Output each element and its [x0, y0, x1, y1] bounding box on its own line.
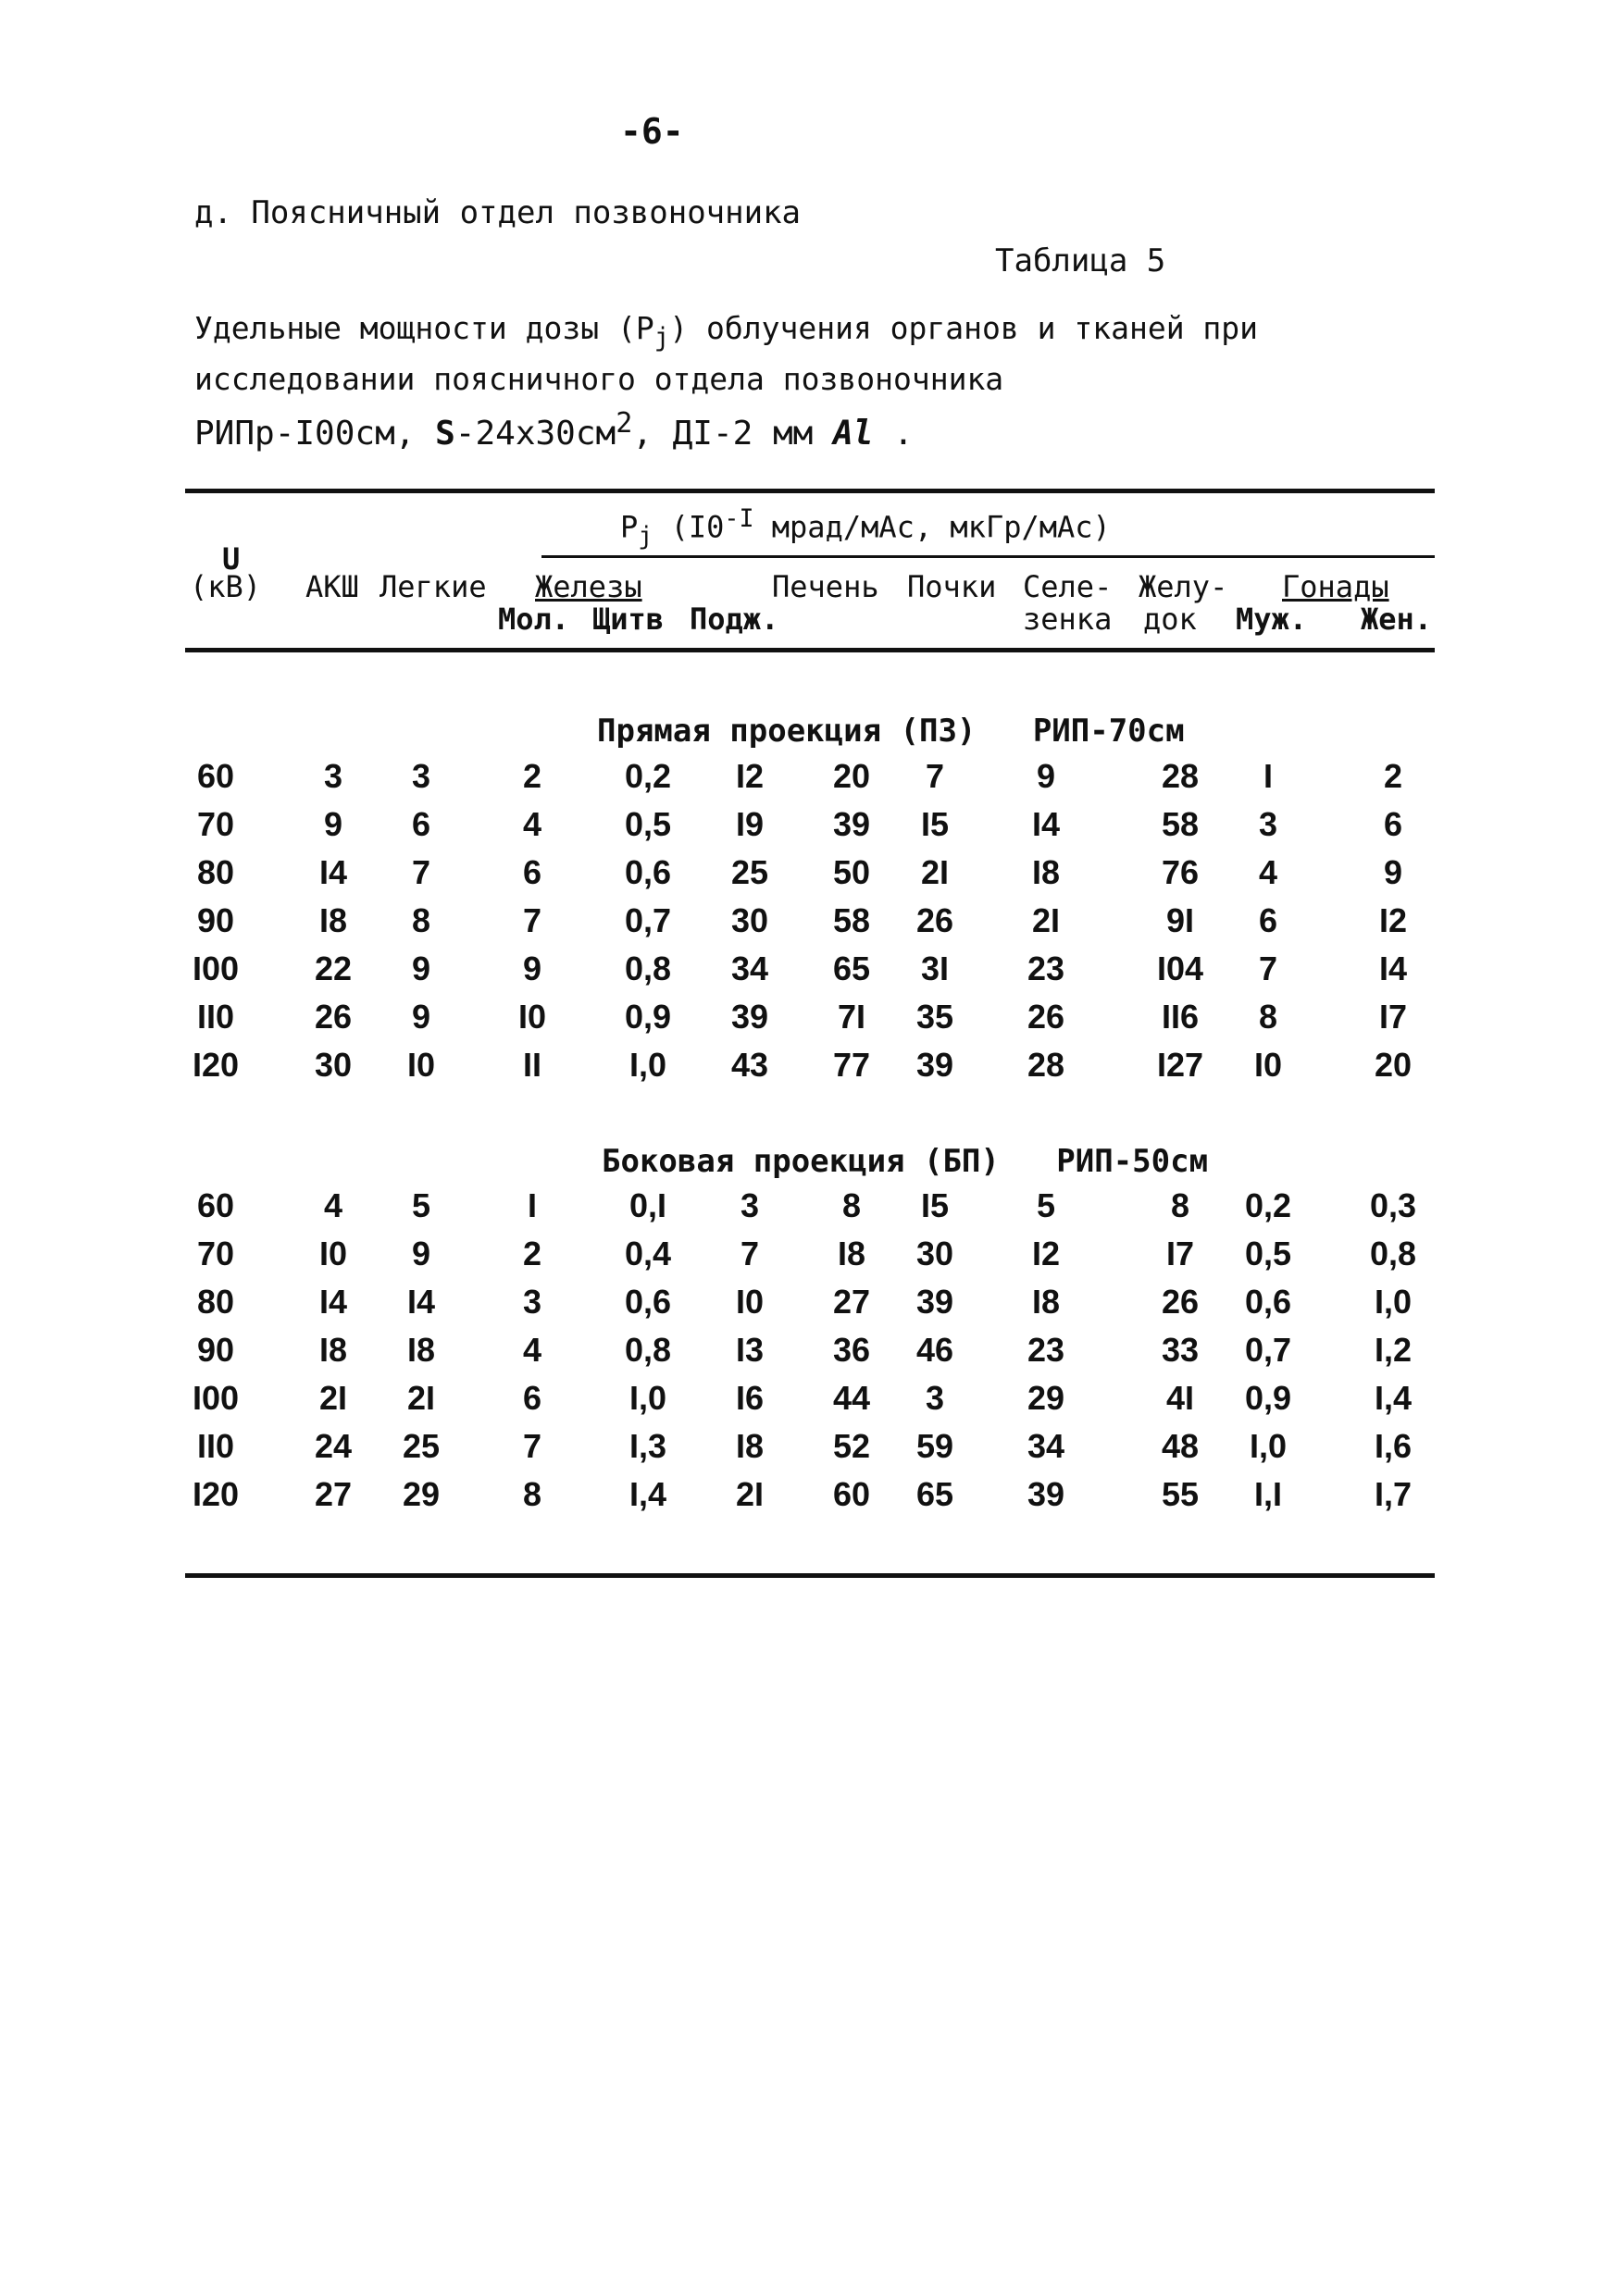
table-cell: 39: [915, 1046, 954, 1084]
table-cell: 8: [522, 1475, 542, 1513]
section-title-ap-text: Прямая проекция (ПЗ): [597, 713, 977, 750]
table-cell: 59: [915, 1427, 954, 1465]
header-unit-sup: -I: [724, 504, 754, 533]
table-cell: I9: [735, 805, 765, 843]
table-cell: 70: [196, 1235, 235, 1272]
table-cell: 48: [1161, 1427, 1200, 1465]
table-cell: 28: [1027, 1046, 1065, 1084]
table-cell: 60: [196, 757, 235, 795]
table-cell: 70: [196, 805, 235, 843]
table-cell: 6: [1383, 805, 1403, 843]
table-cell: 27: [832, 1283, 871, 1321]
section-title-ap: [597, 713, 1185, 750]
table-cell: 4: [323, 1186, 343, 1224]
table-cell: 5: [411, 1186, 431, 1224]
table-cell: 0,5: [1244, 1235, 1292, 1272]
header-unit-main: P: [620, 509, 639, 545]
table-cell: 8: [841, 1186, 862, 1224]
caption-line-3-f: .: [893, 415, 914, 453]
table-cell: I7: [1165, 1235, 1195, 1272]
table-cell: 0,6: [1244, 1283, 1292, 1321]
table-cell: I8: [318, 1331, 348, 1369]
table-cell: 0,2: [1244, 1186, 1292, 1224]
table-cell: 7: [411, 853, 431, 891]
header-u-top: U: [222, 541, 241, 577]
table-cell: 30: [730, 901, 769, 939]
table-cell: 9I: [1165, 901, 1195, 939]
header-gonads-male: Муж.: [1236, 602, 1308, 637]
table-cell: I0: [1253, 1046, 1283, 1084]
header-col-spleen-2: зенка: [1023, 602, 1113, 637]
table-cell: 8: [1170, 1186, 1190, 1224]
table-cell: 3I: [920, 949, 950, 987]
table-cell: 58: [832, 901, 871, 939]
table-cell: 6: [411, 805, 431, 843]
table-cell: 2I: [406, 1379, 436, 1417]
table-cell: 8: [1258, 998, 1278, 1036]
table-cell: 9: [1036, 757, 1056, 795]
table-cell: I,I: [1253, 1475, 1283, 1513]
header-col-stomach: Желу-: [1139, 569, 1228, 604]
table-cell: I,3: [629, 1427, 667, 1465]
table-cell: 36: [832, 1331, 871, 1369]
table-cell: 65: [832, 949, 871, 987]
table-cell: 26: [915, 901, 954, 939]
table-cell: 34: [1027, 1427, 1065, 1465]
caption-line-3-b: S: [435, 415, 455, 453]
header-col-glands: Железы: [535, 569, 642, 604]
table-bottom-rule: [185, 1573, 1435, 1578]
caption-line-3: [194, 407, 914, 453]
table-cell: 55: [1161, 1475, 1200, 1513]
table-cell: 2: [1383, 757, 1403, 795]
table-cell: I,0: [1374, 1283, 1413, 1321]
table-cell: I20: [192, 1475, 240, 1513]
caption-line-3-sup: 2: [616, 407, 633, 440]
table-cell: I5: [920, 1186, 950, 1224]
table-cell: 65: [915, 1475, 954, 1513]
table-cell: 0,6: [624, 1283, 672, 1321]
table-cell: 90: [196, 1331, 235, 1369]
table-cell: 0,2: [624, 757, 672, 795]
table-cell: I,0: [629, 1379, 667, 1417]
table-cell: 3: [411, 757, 431, 795]
table-cell: 46: [915, 1331, 954, 1369]
page-number: -6-: [620, 111, 684, 152]
header-unit-sub: j: [638, 522, 653, 552]
table-cell: 2I: [318, 1379, 348, 1417]
table-cell: I4: [1378, 949, 1408, 987]
table-cell: 23: [1027, 1331, 1065, 1369]
header-col-lungs: Легкие: [380, 569, 487, 604]
table-cell: 26: [314, 998, 353, 1036]
table-cell: I4: [406, 1283, 436, 1321]
table-cell: I20: [192, 1046, 240, 1084]
table-cell: 0,I: [629, 1186, 667, 1224]
table-top-rule: [185, 489, 1435, 493]
section-title: д. Поясничный отдел позвоночника: [194, 194, 802, 231]
table-cell: 20: [1374, 1046, 1413, 1084]
table-cell: 26: [1161, 1283, 1200, 1321]
table-cell: I00: [192, 949, 240, 987]
table-cell: I2: [1378, 901, 1408, 939]
table-cell: 0,9: [624, 998, 672, 1036]
table-cell: I2: [1031, 1235, 1061, 1272]
table-cell: I,2: [1374, 1331, 1413, 1369]
section-title-lat-extra: РИП-50см: [1056, 1143, 1209, 1180]
table-cell: 0,7: [1244, 1331, 1292, 1369]
table-cell: I00: [192, 1379, 240, 1417]
header-col-liver: Печень: [772, 569, 879, 604]
table-cell: 4: [522, 805, 542, 843]
table-cell: I0: [735, 1283, 765, 1321]
table-cell: 0,8: [624, 1331, 672, 1369]
table-cell: 0,9: [1244, 1379, 1292, 1417]
header-unit: [620, 504, 1111, 551]
table-cell: 27: [314, 1475, 353, 1513]
table-cell: 22: [314, 949, 353, 987]
table-cell: 9: [411, 998, 431, 1036]
table-cell: 33: [1161, 1331, 1200, 1369]
table-cell: I8: [735, 1427, 765, 1465]
table-cell: 80: [196, 853, 235, 891]
table-cell: 5: [1036, 1186, 1056, 1224]
table-cell: 7: [522, 1427, 542, 1465]
table-cell: 76: [1161, 853, 1200, 891]
table-cell: 0,6: [624, 853, 672, 891]
table-cell: 2I: [920, 853, 950, 891]
table-cell: I4: [1031, 805, 1061, 843]
table-cell: 2: [522, 1235, 542, 1272]
table-cell: I8: [837, 1235, 866, 1272]
table-cell: II: [522, 1046, 542, 1084]
table-cell: I5: [920, 805, 950, 843]
table-cell: 0,7: [624, 901, 672, 939]
caption-line-1-rest: ) облучения органов и тканей при: [669, 310, 1259, 346]
table-cell: 8: [411, 901, 431, 939]
table-cell: 50: [832, 853, 871, 891]
header-glands-pancreas: Подж.: [690, 602, 779, 637]
section-title-lat: [602, 1143, 1208, 1180]
table-cell: 20: [832, 757, 871, 795]
table-cell: I8: [1031, 853, 1061, 891]
table-cell: 9: [323, 805, 343, 843]
table-cell: I8: [1031, 1283, 1061, 1321]
table-cell: 52: [832, 1427, 871, 1465]
table-cell: 6: [522, 853, 542, 891]
table-cell: 30: [915, 1235, 954, 1272]
header-unit-rest: (I0: [670, 509, 725, 545]
table-cell: 44: [832, 1379, 871, 1417]
table-cell: 39: [832, 805, 871, 843]
table-cell: 39: [730, 998, 769, 1036]
header-unit-end: мрад/мАс, мкГр/мАс): [771, 509, 1111, 545]
table-cell: I4: [318, 853, 348, 891]
table-cell: I4: [318, 1283, 348, 1321]
table-cell: I0: [517, 998, 547, 1036]
header-glands-mam: Мол.: [498, 602, 570, 637]
table-cell: 23: [1027, 949, 1065, 987]
table-cell: 3: [522, 1283, 542, 1321]
table-cell: 2I: [1031, 901, 1061, 939]
table-cell: 60: [196, 1186, 235, 1224]
table-cell: 3: [925, 1379, 945, 1417]
header-col-gonads: Гонады: [1282, 569, 1389, 604]
table-cell: I,0: [629, 1046, 667, 1084]
table-cell: I8: [318, 901, 348, 939]
table-cell: 25: [730, 853, 769, 891]
header-col-aksh: АКШ: [305, 569, 359, 604]
table-cell: I: [1263, 757, 1274, 795]
header-u-bottom: (кВ): [190, 569, 262, 604]
table-cell: II0: [196, 1427, 235, 1465]
header-col-kidneys: Почки: [907, 569, 997, 604]
header-col-spleen: Селе-: [1023, 569, 1113, 604]
caption-line-1: [194, 310, 1258, 353]
table-cell: 58: [1161, 805, 1200, 843]
table-cell: 29: [402, 1475, 441, 1513]
table-cell: 9: [411, 1235, 431, 1272]
table-cell: 4: [1258, 853, 1278, 891]
table-cell: 30: [314, 1046, 353, 1084]
table-cell: 3: [740, 1186, 760, 1224]
table-cell: I8: [406, 1331, 436, 1369]
table-cell: 2: [522, 757, 542, 795]
table-cell: 3: [1258, 805, 1278, 843]
table-cell: 0,8: [1369, 1235, 1417, 1272]
table-cell: 90: [196, 901, 235, 939]
table-cell: 4: [522, 1331, 542, 1369]
table-cell: I04: [1156, 949, 1204, 987]
table-cell: 0,8: [624, 949, 672, 987]
table-cell: 7: [740, 1235, 760, 1272]
caption-line-3-d: , ДI-2 мм: [632, 415, 814, 453]
table-cell: II6: [1161, 998, 1200, 1036]
table-cell: 80: [196, 1283, 235, 1321]
table-cell: 4I: [1165, 1379, 1195, 1417]
table-cell: I6: [735, 1379, 765, 1417]
table-cell: 3: [323, 757, 343, 795]
table-cell: 7I: [837, 998, 866, 1036]
table-cell: 24: [314, 1427, 353, 1465]
table-cell: 7: [522, 901, 542, 939]
table-cell: 6: [522, 1379, 542, 1417]
table-cell: I2: [735, 757, 765, 795]
caption-line-1-text: Удельные мощности дозы (P: [194, 310, 654, 346]
table-cell: I,6: [1374, 1427, 1413, 1465]
caption-line-3-c: -24х30см: [454, 415, 616, 453]
table-cell: I,4: [1374, 1379, 1413, 1417]
table-header-rule: [185, 648, 1435, 652]
section-title-lat-text: Боковая проекция (БП): [602, 1143, 1000, 1180]
table-cell: 39: [915, 1283, 954, 1321]
caption-line-1-sub: j: [653, 322, 670, 353]
table-cell: II0: [196, 998, 235, 1036]
table-cell: 35: [915, 998, 954, 1036]
header-gonads-female: Жен.: [1361, 602, 1433, 637]
table-cell: I27: [1156, 1046, 1204, 1084]
table-cell: 0,3: [1369, 1186, 1417, 1224]
table-cell: 0,4: [624, 1235, 672, 1272]
caption-line-2: исследовании поясничного отдела позвоночника: [194, 361, 1004, 397]
header-glands-thyroid: Щитв: [592, 602, 665, 637]
table-cell: 9: [411, 949, 431, 987]
table-cell: 6: [1258, 901, 1278, 939]
table-cell: I,0: [1249, 1427, 1288, 1465]
table-cell: 60: [832, 1475, 871, 1513]
table-cell: 0,5: [624, 805, 672, 843]
table-cell: I,4: [629, 1475, 667, 1513]
table-cell: 9: [1383, 853, 1403, 891]
table-cell: 28: [1161, 757, 1200, 795]
table-cell: I0: [406, 1046, 436, 1084]
table-cell: 77: [832, 1046, 871, 1084]
table-cell: I3: [735, 1331, 765, 1369]
table-cell: 26: [1027, 998, 1065, 1036]
caption-line-3-e: Al: [833, 415, 874, 453]
table-cell: 39: [1027, 1475, 1065, 1513]
table-cell: 29: [1027, 1379, 1065, 1417]
table-cell: 7: [925, 757, 945, 795]
table-cell: 7: [1258, 949, 1278, 987]
table-label: Таблица 5: [995, 242, 1166, 279]
table-cell: I0: [318, 1235, 348, 1272]
table-cell: 2I: [735, 1475, 765, 1513]
header-col-stomach-2: док: [1143, 602, 1197, 637]
table-unit-rule: [541, 555, 1435, 558]
table-cell: 34: [730, 949, 769, 987]
caption-line-3-a: РИПр-I00см,: [194, 415, 416, 453]
table-cell: I,7: [1374, 1475, 1413, 1513]
table-cell: 9: [522, 949, 542, 987]
table-cell: I7: [1378, 998, 1408, 1036]
section-title-ap-extra: РИП-70см: [1032, 713, 1185, 750]
table-cell: 43: [730, 1046, 769, 1084]
table-cell: I: [527, 1186, 538, 1224]
table-cell: 25: [402, 1427, 441, 1465]
